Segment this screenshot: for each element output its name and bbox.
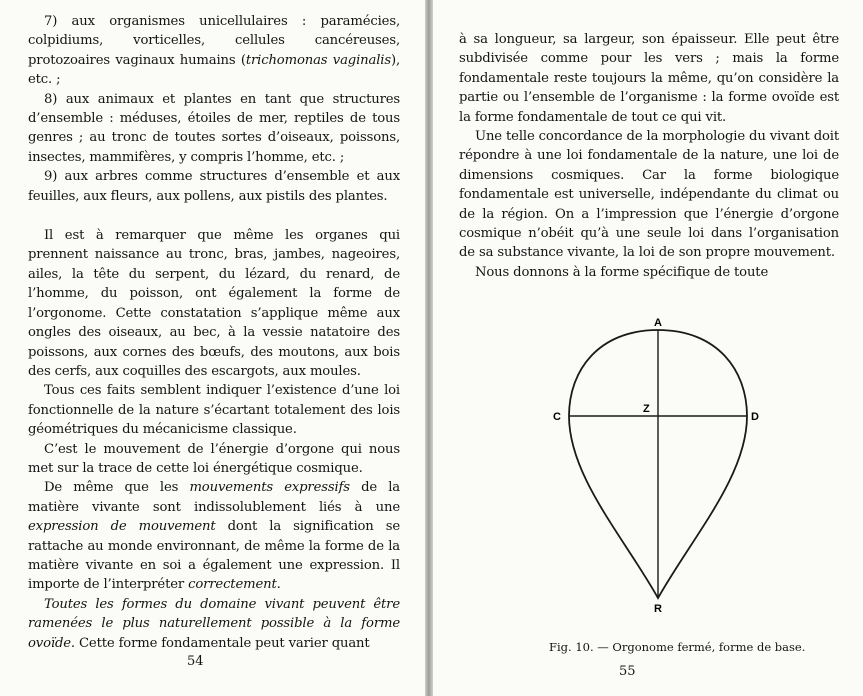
page-number: 54 bbox=[187, 654, 204, 669]
italic-text: Toutes les formes du domaine vivant peuvent être ramenées le plus naturellement possible à la forme ovoïde. bbox=[28, 596, 400, 651]
italic-text: trichomonas vaginalis bbox=[245, 52, 391, 68]
left-page bbox=[0, 0, 425, 696]
label-r: R bbox=[654, 603, 662, 615]
italic-text: correctement bbox=[188, 577, 277, 593]
italic-text: mouvements expressifs bbox=[189, 480, 350, 496]
label-c: C bbox=[553, 411, 561, 423]
text-run: ), etc. ; bbox=[28, 52, 400, 88]
paragraph bbox=[28, 12, 400, 90]
orgonome-figure bbox=[543, 316, 773, 626]
text-run: de la matière vivante sont indissolublement liés à une bbox=[28, 480, 400, 515]
right-page bbox=[433, 0, 863, 696]
label-z: Z bbox=[643, 403, 650, 415]
text-run: dont la signification se rattache au monde environnant, de même la forme de la matière vivante en soi a également une expression. Il importe de l’interpréter bbox=[28, 519, 401, 593]
label-d: D bbox=[751, 411, 759, 423]
left-page-text bbox=[28, 12, 400, 653]
paragraph: Tous ces faits semblent indiquer l’existence d’une loi fonctionnelle de la nature s’écartant totalement des lois géométriques du mécanicisme classique. bbox=[28, 383, 400, 438]
right-page-text bbox=[459, 30, 839, 282]
paragraph: Une telle concordance de la morphologie du vivant doit répondre à une loi fondamentale de la nature, une loi de dimensions cosmiques. Car la forme biologique fondamentale est universelle, indépendante du climat ou de la région. On a l’impression que l’énergie d’orgone cosmique n’obéit qu’à une seule loi dans l’organisation de sa substance vivante, la loi de son propre mouvement. bbox=[459, 129, 839, 261]
paragraph: Il est à remarquer que même les organes qui prennent naissance au tronc, bras, jambes, nageoires, ailes, la tête du serpent, du lézard, du renard, de l’homme, du poisson, ont également la forme de l’orgonome. Cette constatation s’applique même aux ongles des oiseaux, au bec, à la vessie natatoire des poissons, aux cornes des bœufs, des moutons, aux bois des cerfs, aux coquilles des escargots, aux moules. bbox=[28, 228, 400, 379]
text-run: Cette forme fondamentale peut varier quant bbox=[74, 635, 370, 651]
paragraph bbox=[28, 478, 400, 594]
paragraph: 8) aux animaux et plantes en tant que structures d’ensemble : méduses, étoiles de mer, reptiles de tous genres ; au tronc de toutes sortes d’oiseaux, poissons, insectes, mammifères, y compris l’homme, etc. ; bbox=[28, 91, 400, 165]
italic-text: expression de mouvement bbox=[28, 519, 216, 535]
text-run: De même que les bbox=[44, 480, 190, 496]
paragraph: à sa longueur, sa largeur, son épaisseur. Elle peut être subdivisée comme pour les vers ; mais la forme fondamentale reste toujours la même, qu’on considère la partie ou l’ensemble de l’organisme : la forme ovoïde est la forme fondamentale de tout ce qui vit. bbox=[459, 32, 839, 125]
paragraph: C’est le mouvement de l’énergie d’orgone qui nous met sur la trace de cette loi énergétique cosmique. bbox=[28, 441, 400, 476]
text-run: 7) aux organismes unicellulaires : paramécies, colpidiums, vorticelles, cellules cancéreuses, protozoaires vaginaux humains ( bbox=[28, 14, 400, 68]
book-gutter bbox=[425, 0, 433, 696]
page-number: 55 bbox=[619, 664, 636, 679]
text-run: . bbox=[276, 577, 281, 593]
paragraph: Nous donnons à la forme spécifique de toute bbox=[475, 264, 769, 280]
paragraph bbox=[28, 595, 400, 653]
label-a: A bbox=[654, 317, 662, 329]
figure-caption: Fig. 10. — Orgonome fermé, forme de base. bbox=[549, 640, 806, 654]
section-gap bbox=[28, 206, 400, 226]
paragraph: 9) aux arbres comme structures d’ensemble et aux feuilles, aux fleurs, aux pollens, aux pistils des plantes. bbox=[28, 169, 400, 204]
